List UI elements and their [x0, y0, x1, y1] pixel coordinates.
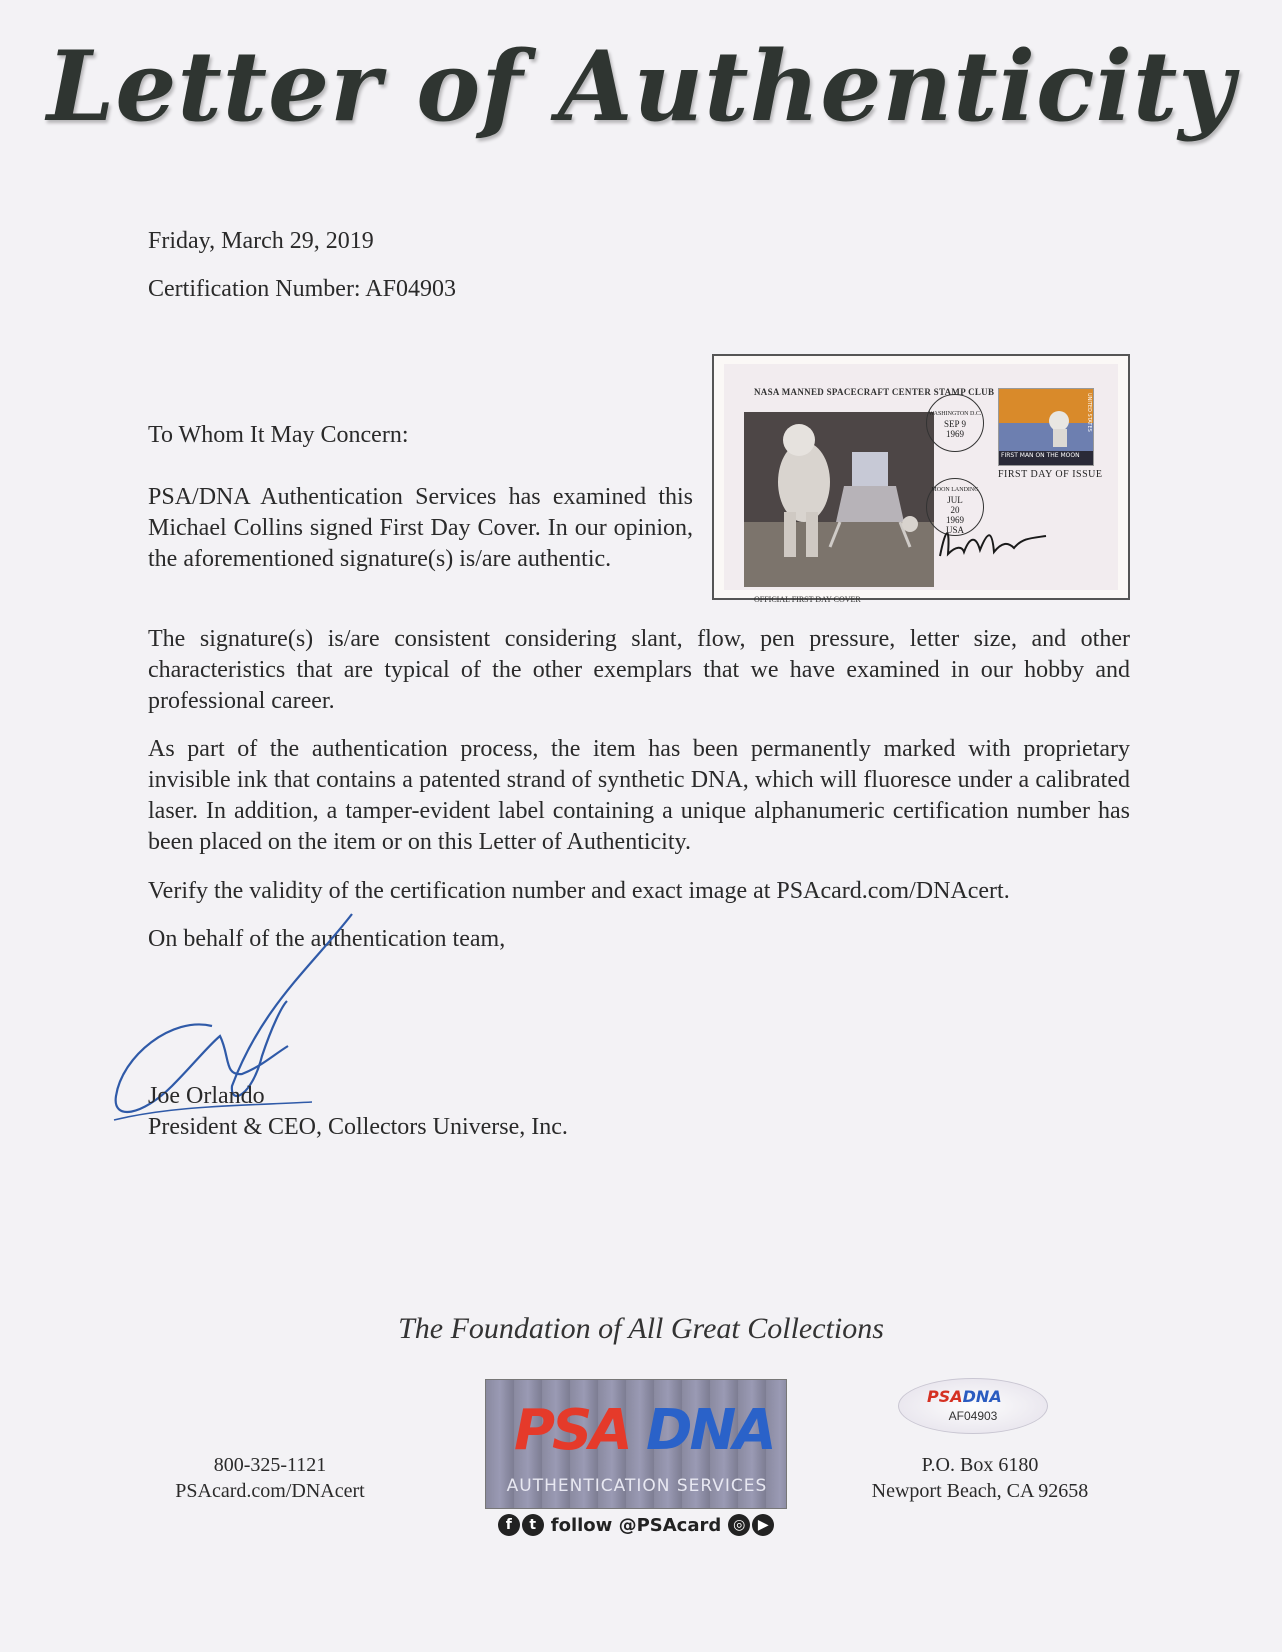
logo-psa-text: PSA — [514, 1398, 630, 1463]
closing-line: On behalf of the authentication team, — [148, 926, 506, 952]
first-day-of-issue: FIRST DAY OF ISSUE — [998, 469, 1103, 480]
stamp-caption: FIRST MAN ON THE MOON — [1001, 452, 1080, 459]
contact-address — [860, 1452, 1100, 1504]
facebook-icon[interactable]: f — [498, 1514, 520, 1536]
follow-handle: follow @PSAcard — [550, 1514, 722, 1536]
collins-signature — [936, 516, 1056, 566]
psa-dna-logo — [485, 1379, 787, 1509]
logo-subtitle: AUTHENTICATION SERVICES — [506, 1476, 768, 1496]
postage-stamp — [998, 388, 1094, 466]
postmark-day: 9 — [961, 419, 966, 429]
website-link: PSAcard.com/DNAcert — [175, 1480, 365, 1502]
postmark-city: WASHINGTON D.C. — [928, 411, 982, 417]
postmark-country: USA — [945, 525, 964, 535]
page-title: Letter of Authenticity — [46, 30, 1236, 143]
city-address: Newport Beach, CA 92658 — [871, 1480, 1089, 1502]
hologram-number: AF04903 — [948, 1409, 998, 1423]
social-follow — [485, 1514, 787, 1536]
logo-dna-text: DNA — [646, 1398, 774, 1463]
postmark-day: 20 — [950, 505, 960, 515]
certification-number: Certification Number: AF04903 — [148, 276, 456, 302]
postmark-year: 1969 — [946, 515, 964, 525]
hologram-psa: PSA — [927, 1387, 963, 1406]
youtube-icon[interactable]: ▶ — [752, 1514, 774, 1536]
hologram-label — [898, 1378, 1048, 1434]
postmark-month: JUL — [947, 495, 963, 505]
tagline: The Foundation of All Great Collections — [398, 1312, 884, 1345]
paragraph-examination: PSA/DNA Authentication Services has examined this Michael Collins signed First Day Cover. In our opinion, the aforementioned signature(s) is/are authentic. — [148, 484, 693, 572]
po-box: P.O. Box 6180 — [921, 1454, 1039, 1476]
moon-landing-illustration — [744, 412, 934, 587]
stamp-country: UNITED STATES — [1086, 393, 1092, 432]
paragraph-process: As part of the authentication process, the item has been permanently marked with proprietary invisible ink that contains a patented strand of synthetic DNA, which will fluoresce under a calibrated laser. In addition, a tamper-evident label containing a unique alphanumeric certification number has been placed on the item or on this Letter of Authenticity. — [148, 736, 1130, 855]
twitter-icon[interactable]: t — [522, 1514, 544, 1536]
verify-statement: Verify the validity of the certification number and exact image at PSAcard.com/DNAcert. — [148, 878, 1010, 904]
cover-envelope — [724, 364, 1118, 604]
hologram-dna: DNA — [962, 1387, 1002, 1406]
postmark-washington — [926, 394, 984, 452]
contact-phone-web — [170, 1452, 370, 1504]
phone-number: 800-325-1121 — [213, 1454, 327, 1476]
letter-date: Friday, March 29, 2019 — [148, 228, 374, 254]
postmark-event: MOON LANDING — [931, 487, 979, 493]
instagram-icon[interactable]: ◎ — [728, 1514, 750, 1536]
salutation: To Whom It May Concern: — [148, 422, 409, 448]
cover-club-text: NASA MANNED SPACECRAFT CENTER STAMP CLUB — [754, 387, 995, 397]
official-first-day-cover: OFFICIAL FIRST DAY COVER — [754, 595, 861, 604]
hologram-logo — [927, 1387, 1002, 1406]
postmark-year: 1969 — [946, 429, 964, 439]
paragraph-consistency: The signature(s) is/are consistent considering slant, flow, pen pressure, letter size, and other characteristics that are typical of the other exemplars that we have examined in our hobby and professional career. — [148, 626, 1130, 714]
signer-name: Joe Orlando — [148, 1083, 265, 1109]
postmark-month: SEP — [944, 419, 960, 429]
first-day-cover-image — [712, 354, 1130, 604]
signer-title: President & CEO, Collectors Universe, Inc. — [148, 1114, 568, 1140]
